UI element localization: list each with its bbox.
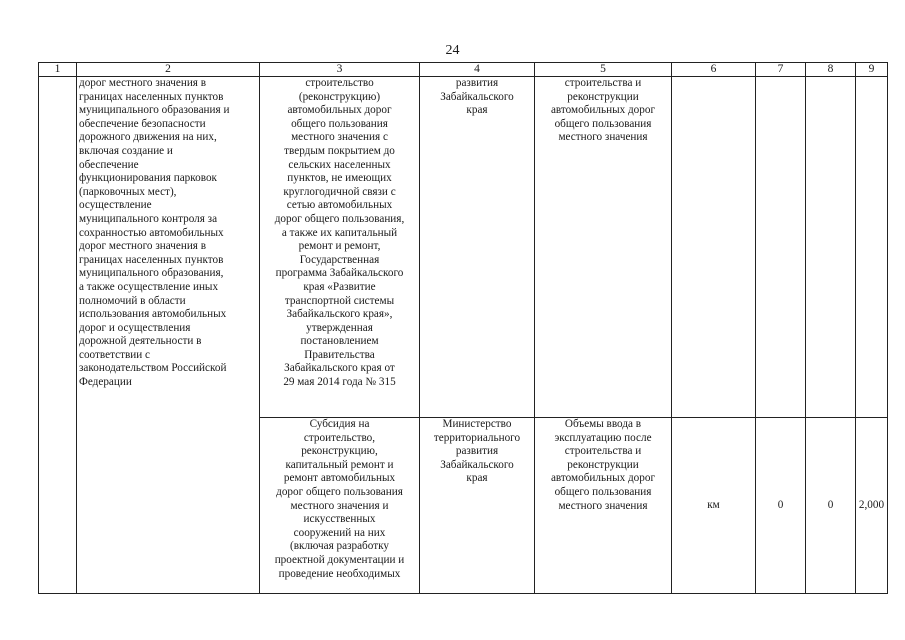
header-col-9: 9 bbox=[856, 63, 888, 77]
header-col-4: 4 bbox=[420, 63, 535, 77]
cell-col6-unit bbox=[672, 77, 756, 418]
header-col-8: 8 bbox=[806, 63, 856, 77]
table-row bbox=[39, 77, 888, 418]
cell-col7-value: 0 bbox=[756, 418, 806, 594]
cell-col5-indicator: строительства и реконструкции автомобильных дорог общего пользования местного значения bbox=[535, 77, 672, 418]
document-table bbox=[38, 62, 888, 594]
page-number: 24 bbox=[445, 43, 460, 58]
cell-col3-program: Субсидия на строительство, реконструкцию, капитальный ремонт и ремонт автомобильных дорог общего пользования местного значения и искусственных сооружений на них (включая разработку проектной документации и проведение необходимых bbox=[260, 418, 420, 594]
header-row bbox=[39, 63, 888, 77]
cell-col8-value: 0 bbox=[806, 418, 856, 594]
header-col-7: 7 bbox=[756, 63, 806, 77]
cell-col3-program: строительство (реконструкцию) автомобильных дорог общего пользования местного значения с твердым покрытием до сельских населенных пунктов, не имеющих круглогодичной связи с сетью автомобильных дорог общего пользования, а также их капитальный ремонт и ремонт, Государственная программа Забайкальского края «Развитие транспортной системы Забайкальского края», утвержденная постановлением Правительства Забайкальского края от 29 мая 2014 года № 315 bbox=[260, 77, 420, 418]
cell-col9-value: 2,000 bbox=[856, 418, 888, 594]
cell-col6-unit: км bbox=[672, 418, 756, 594]
cell-col4-responsible: развития Забайкальского края bbox=[420, 77, 535, 418]
cell-col7-value bbox=[756, 77, 806, 418]
header-col-6: 6 bbox=[672, 63, 756, 77]
header-col-1: 1 bbox=[39, 63, 77, 77]
cell-col9-value bbox=[856, 77, 888, 418]
header-col-5: 5 bbox=[535, 63, 672, 77]
cell-col2-task: дорог местного значения в границах населенных пунктов муниципального образования и обеспечение безопасности дорожного движения на них, включая создание и обеспечение функционирования парковок (парковочных мест), осуществление муниципального контроля за сохранностью автомобильных дорог местного значения в границах населенных пунктов муниципального образования, а также осуществление иных полномочий в области использования автомобильных дорог и осуществления дорожной деятельности в соответствии с законодательством Российской Федерации bbox=[77, 77, 260, 594]
cell-col8-value bbox=[806, 77, 856, 418]
header-col-3: 3 bbox=[260, 63, 420, 77]
header-col-2: 2 bbox=[77, 63, 260, 77]
cell-col1 bbox=[39, 77, 77, 594]
cell-col4-responsible: Министерство территориального развития Забайкальского края bbox=[420, 418, 535, 594]
cell-col5-indicator: Объемы ввода в эксплуатацию после строительства и реконструкции автомобильных дорог общего пользования местного значения bbox=[535, 418, 672, 594]
